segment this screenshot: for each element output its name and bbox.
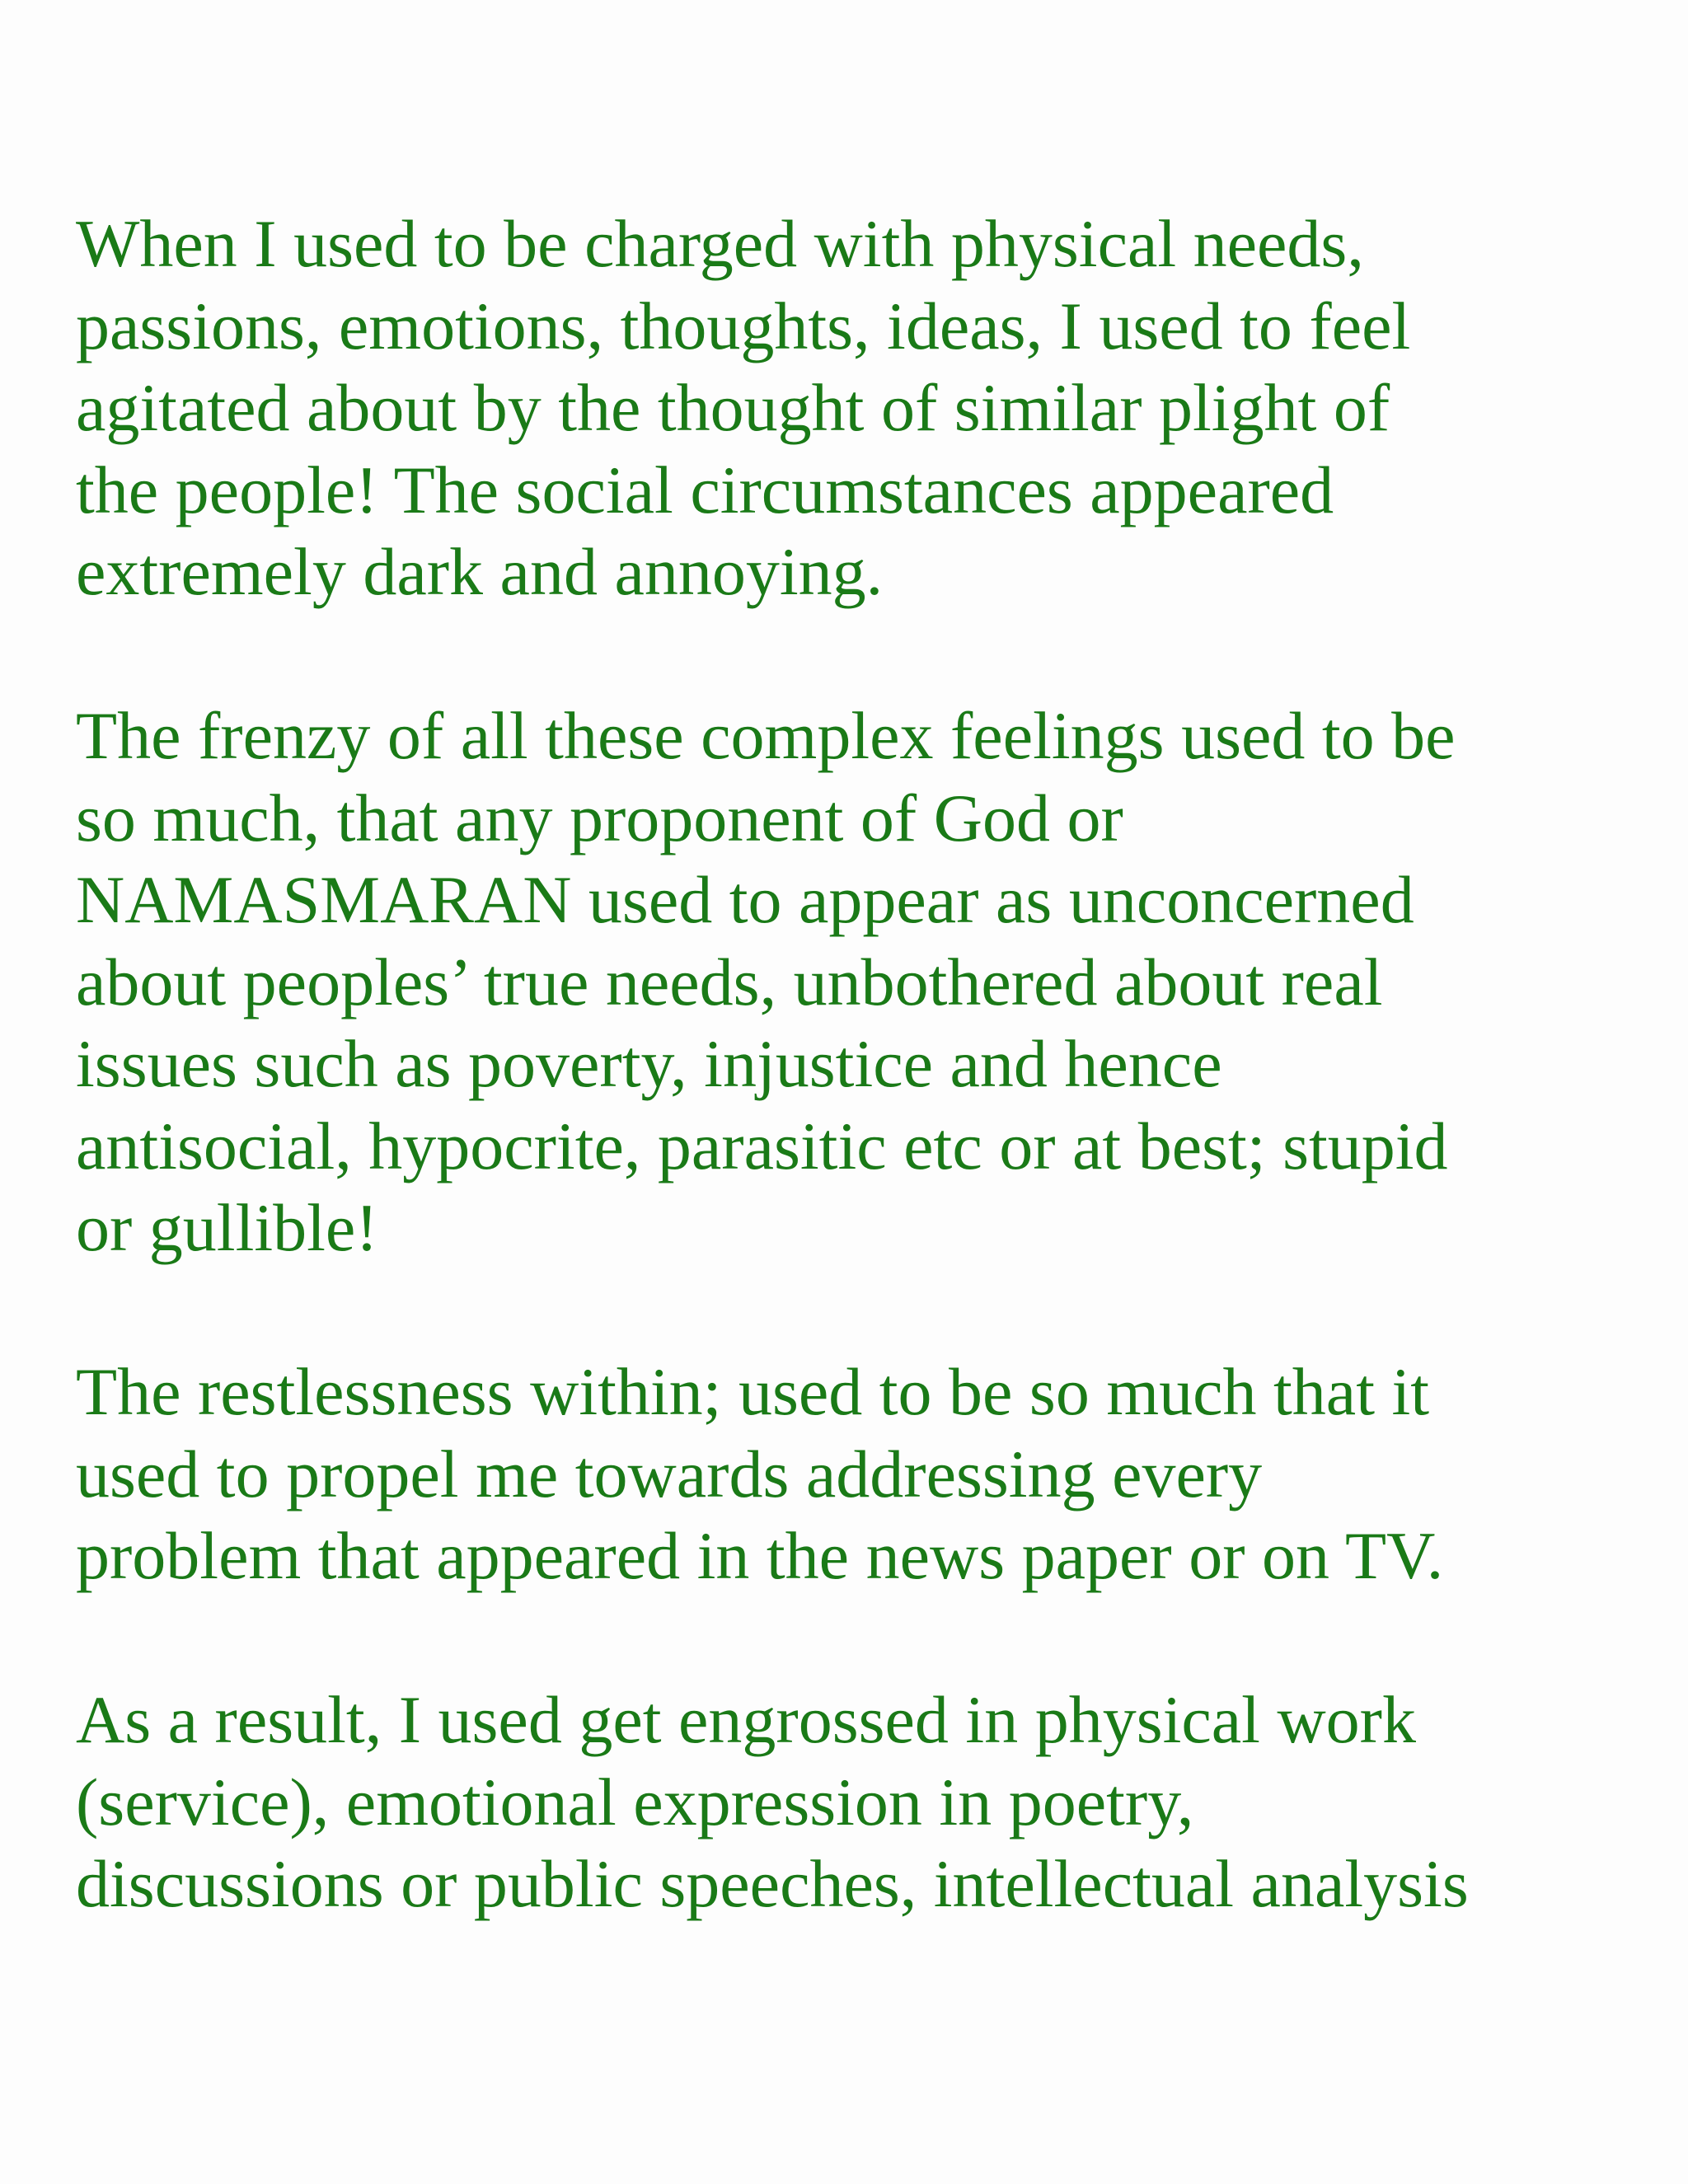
text-line: about peoples’ true needs, unbothered about real (76, 944, 1383, 1019)
paragraph-1 (76, 203, 1642, 613)
body-text (76, 203, 1642, 2007)
paragraph-2 (76, 695, 1642, 1269)
text-line: used to propel me towards addressing every (76, 1436, 1263, 1511)
text-line: NAMASMARAN used to appear as unconcerned (76, 862, 1414, 937)
text-line: As a result, I used get engrossed in physical work (76, 1682, 1416, 1757)
text-line: or gullible! (76, 1190, 378, 1265)
text-line: agitated about by the thought of similar plight of (76, 370, 1390, 445)
text-line: discussions or public speeches, intellectual analysis (76, 1846, 1469, 1921)
text-line: antisocial, hypocrite, parasitic etc or at best; stupid (76, 1108, 1448, 1183)
text-line: The frenzy of all these complex feelings used to be (76, 698, 1456, 773)
text-line: passions, emotions, thoughts, ideas, I used to feel (76, 288, 1411, 363)
text-line: the people! The social circumstances appeared (76, 452, 1334, 527)
text-line: (service), emotional expression in poetry, (76, 1764, 1194, 1840)
paragraph-3 (76, 1351, 1642, 1597)
text-line: so much, that any proponent of God or (76, 780, 1123, 855)
text-line: When I used to be charged with physical needs, (76, 206, 1364, 281)
text-line: The restlessness within; used to be so much that it (76, 1354, 1430, 1429)
text-line: problem that appeared in the news paper or on TV. (76, 1518, 1444, 1593)
paragraph-4 (76, 1679, 1642, 1925)
text-line: extremely dark and annoying. (76, 534, 884, 609)
text-line: issues such as poverty, injustice and hence (76, 1026, 1222, 1101)
